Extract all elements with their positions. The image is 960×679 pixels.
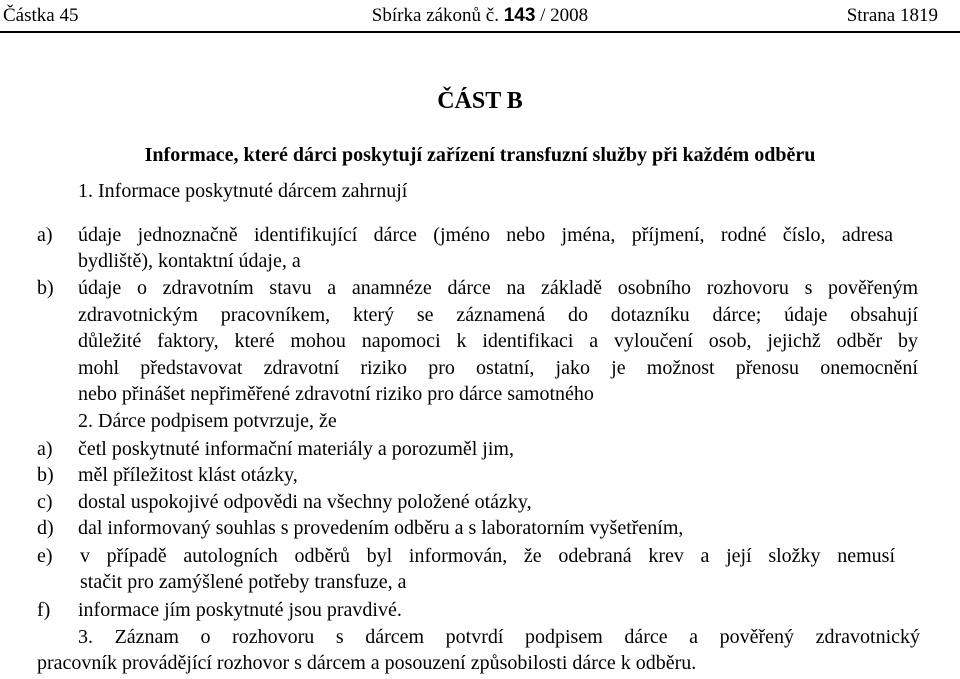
page-header <box>0 0 960 32</box>
point2-f-label: f) <box>37 599 51 621</box>
point1-a-line-2: bydliště), kontaktní údaje, a <box>78 250 301 272</box>
point2-c-label: c) <box>37 491 53 513</box>
point2-e-label: e) <box>37 545 53 567</box>
point1-a-line-1: údaje jednoznačně identifikující dárce (jméno nebo jména, příjmení, rodné číslo, adresa <box>78 224 893 246</box>
point1-a-label: a) <box>37 224 53 246</box>
point1-heading: 1. Informace poskytnuté dárcem zahrnují <box>78 180 408 202</box>
point2-b-text: měl příležitost klást otázky, <box>78 464 298 486</box>
point1-b-line-4: mohl představovat zdravotní riziko pro ostatní, jako je možnost přenosu onemocnění <box>78 357 918 379</box>
point1-b-line-3: důležité faktory, které mohou napomoci k identifikaci a vyloučení osob, jejichž odběr by <box>78 330 918 352</box>
header-issue: Částka 45 <box>3 5 79 26</box>
point2-a-text: četl poskytnuté informační materiály a porozuměl jim, <box>78 438 514 460</box>
point3-line-1: 3. Záznam o rozhovoru s dárcem potvrdí podpisem dárce a pověřený zdravotnický <box>78 626 920 648</box>
point1-b-line-2: zdravotnickým pracovníkem, který se záznamená do dotazníku dárce; údaje obsahují <box>78 304 918 326</box>
section-title: Informace, které dárci poskytují zařízení transfuzní služby při každém odběru <box>144 144 816 166</box>
point1-b-label: b) <box>37 277 54 299</box>
point2-b-label: b) <box>37 464 54 486</box>
point2-e-line-1: v případě autologních odběrů byl informován, že odebraná krev a její složky nemusí <box>80 545 895 567</box>
part-title: ČÁST B <box>437 88 523 114</box>
point3-line-2: pracovník provádějící rozhovor s dárcem a posouzení způsobilosti dárce k odběru. <box>37 652 697 674</box>
header-collection-prefix: Sbírka zákonů č. <box>371 5 499 26</box>
point2-d-label: d) <box>37 517 54 539</box>
point2-d-text: dal informovaný souhlas s provedením odběru a s laboratorním vyšetřením, <box>78 517 684 539</box>
point2-f-text: informace jím poskytnuté jsou pravdivé. <box>78 599 402 621</box>
header-law-number: 143 <box>503 5 536 26</box>
header-rule <box>0 31 960 33</box>
header-year: / 2008 <box>540 5 589 26</box>
point1-b-line-5: nebo přinášet nepřiměřené zdravotní riziko pro dárce samotného <box>78 383 594 405</box>
point1-b-line-1: údaje o zdravotním stavu a anamnéze dárce na základě osobního rozhovoru s pověřeným <box>78 277 918 299</box>
point2-c-text: dostal uspokojivé odpovědi na všechny položené otázky, <box>78 491 532 513</box>
header-page-number: Strana 1819 <box>846 5 938 26</box>
point2-e-line-2: stačit pro zamýšlené potřeby transfuze, a <box>80 571 407 593</box>
point2-a-label: a) <box>37 438 53 460</box>
point2-heading: 2. Dárce podpisem potvrzuje, že <box>78 410 337 432</box>
header-collection <box>0 5 960 27</box>
